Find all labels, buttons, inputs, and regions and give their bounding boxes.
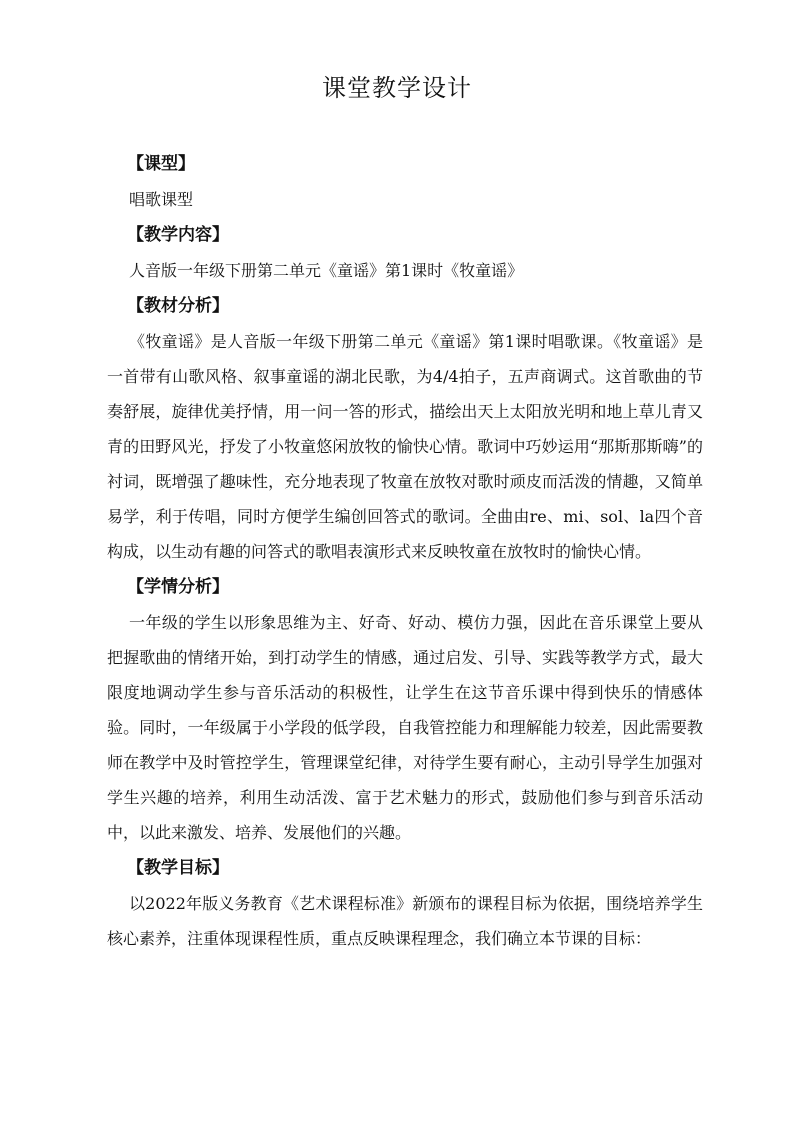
section-teaching-content <box>107 217 703 288</box>
section-lesson-type <box>107 146 703 217</box>
section-paragraph: 一年级的学生以形象思维为主、好奇、好动、模仿力强，因此在音乐课堂上要从把握歌曲的情绪开始，到打动学生的情感，通过启发、引导、实践等教学方式，最大限度地调动学生参与音乐活动的积极性，让学生在这节音乐课中得到快乐的情感体验。同时，一年级属于小学段的低学段，自我管控能力和理解能力较差，因此需要教师在教学中及时管控学生，管理课堂纪律，对待学生要有耐心，主动引导学生加强对学生兴趣的培养，利用生动活泼、富于艺术魅力的形式，鼓励他们参与到音乐活动中，以此来激发、培养、发展他们的兴趣。 <box>107 613 703 842</box>
section-heading: 【教学目标】 <box>127 858 229 878</box>
document-body <box>107 146 703 956</box>
section-heading: 【教学内容】 <box>127 225 229 245</box>
section-paragraph: 以2022年版义务教育《艺术课程标准》新颁布的课程目标为依据，围绕培养学生核心素养，注重体现课程性质，重点反映课程理念，我们确立本节课的目标： <box>107 894 703 948</box>
section-textbook-analysis <box>107 288 703 569</box>
section-heading: 【课型】 <box>127 154 195 174</box>
section-student-analysis <box>107 569 703 850</box>
section-heading: 【教材分析】 <box>127 296 229 316</box>
section-paragraph: 人音版一年级下册第二单元《童谣》第1课时《牧童谣》 <box>129 261 524 280</box>
section-heading: 【学情分析】 <box>127 577 229 597</box>
section-paragraph: 唱歌课型 <box>129 190 194 209</box>
section-paragraph: 《牧童谣》是人音版一年级下册第二单元《童谣》第1课时唱歌课。《牧童谣》是一首带有山歌风格、叙事童谣的湖北民歌，为4/4拍子，五声商调式。这首歌曲的节奏舒展，旋律优美抒情，用一问一答的形式，描绘出天上太阳放光明和地上草儿青又青的田野风光，抒发了小牧童悠闲放牧的愉快心情。歌词中巧妙运用“那斯那斯嗨”的衬词，既增强了趣味性，充分地表现了牧童在放牧对歌时顽皮而活泼的情趣，又简单易学，利于传唱，同时方便学生编创回答式的歌词。全曲由re、mi、sol、la四个音构成，以生动有趣的问答式的歌唱表演形式来反映牧童在放牧时的愉快心情。 <box>107 332 703 561</box>
page-title: 课堂教学设计 <box>322 74 472 102</box>
section-teaching-goals <box>107 850 703 956</box>
